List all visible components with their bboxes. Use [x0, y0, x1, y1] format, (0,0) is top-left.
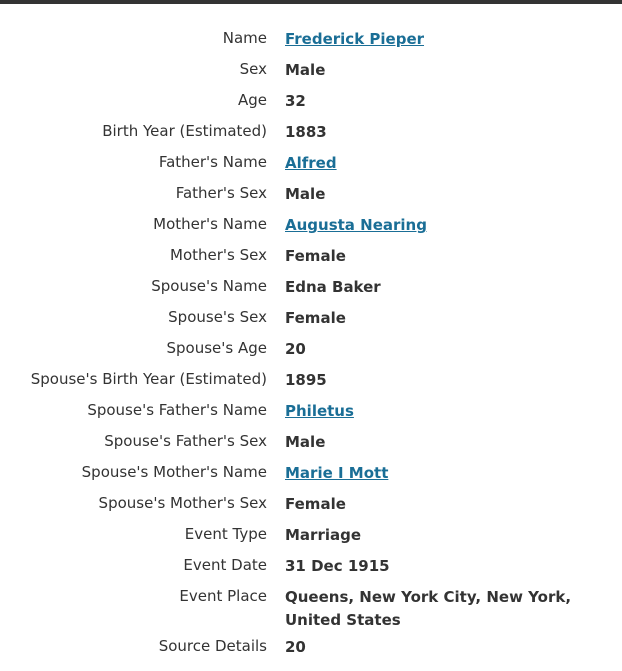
field-value — [285, 459, 605, 485]
mother-name-link[interactable]: Augusta Nearing — [285, 216, 427, 234]
field-label: Spouse's Name — [151, 277, 267, 295]
field-value: Marriage — [285, 526, 362, 544]
field-value: 31 Dec 1915 — [285, 557, 390, 575]
field-label: Spouse's Sex — [168, 308, 267, 326]
field-label: Event Place — [179, 587, 267, 605]
row-spouse-father-name — [0, 397, 622, 428]
row-event-place — [0, 583, 622, 633]
row-birth-year — [0, 118, 622, 149]
field-value: 32 — [285, 92, 306, 110]
row-spouse-birth-year — [0, 366, 622, 397]
row-event-date — [0, 552, 622, 583]
row-spouse-age — [0, 335, 622, 366]
row-spouse-sex — [0, 304, 622, 335]
field-value: Female — [285, 495, 346, 513]
field-value: Edna Baker — [285, 278, 381, 296]
field-label: Event Date — [183, 556, 267, 574]
row-sex — [0, 56, 622, 87]
field-label: Spouse's Age — [166, 339, 267, 357]
row-father-sex — [0, 180, 622, 211]
row-event-type — [0, 521, 622, 552]
row-spouse-father-sex — [0, 428, 622, 459]
field-label: Age — [237, 91, 267, 109]
field-label: Spouse's Father's Sex — [104, 432, 267, 450]
name-link[interactable]: Frederick Pieper — [285, 30, 425, 48]
field-value: Male — [285, 61, 326, 79]
field-value: 1895 — [285, 371, 327, 389]
field-label: Source Details — [158, 637, 267, 655]
field-value: Male — [285, 433, 326, 451]
row-name — [0, 25, 622, 56]
row-spouse-mother-name — [0, 459, 622, 490]
row-source-details — [0, 633, 622, 664]
field-value: Female — [285, 309, 346, 327]
field-value: Queens, New York City, New York, United States — [285, 588, 572, 629]
field-label: Mother's Name — [153, 215, 267, 233]
field-value: 1883 — [285, 123, 327, 141]
field-label: Mother's Sex — [170, 246, 267, 264]
field-value: 20 — [285, 638, 306, 656]
field-value: Female — [285, 247, 346, 265]
field-value — [285, 397, 605, 423]
field-label: Name — [222, 29, 267, 47]
spouse-mother-name-link[interactable]: Marie I Mott — [285, 464, 389, 482]
row-mother-name — [0, 211, 622, 242]
field-label: Sex — [239, 60, 267, 78]
row-age — [0, 87, 622, 118]
field-label: Father's Sex — [175, 184, 267, 202]
field-label: Spouse's Mother's Sex — [98, 494, 267, 512]
spouse-father-name-link[interactable]: Philetus — [285, 402, 354, 420]
field-label: Birth Year (Estimated) — [102, 122, 267, 140]
record-details — [0, 25, 622, 664]
field-label: Father's Name — [158, 153, 267, 171]
field-value — [285, 25, 605, 51]
row-spouse-name — [0, 273, 622, 304]
top-divider — [0, 0, 622, 4]
field-value: Male — [285, 185, 326, 203]
field-label: Spouse's Birth Year (Estimated) — [30, 370, 267, 388]
row-father-name — [0, 149, 622, 180]
row-mother-sex — [0, 242, 622, 273]
field-value — [285, 149, 605, 175]
field-label: Spouse's Mother's Name — [81, 463, 267, 481]
field-label: Event Type — [184, 525, 267, 543]
row-spouse-mother-sex — [0, 490, 622, 521]
field-value: 20 — [285, 340, 306, 358]
field-value — [285, 211, 605, 237]
field-label: Spouse's Father's Name — [87, 401, 267, 419]
father-name-link[interactable]: Alfred — [285, 154, 337, 172]
